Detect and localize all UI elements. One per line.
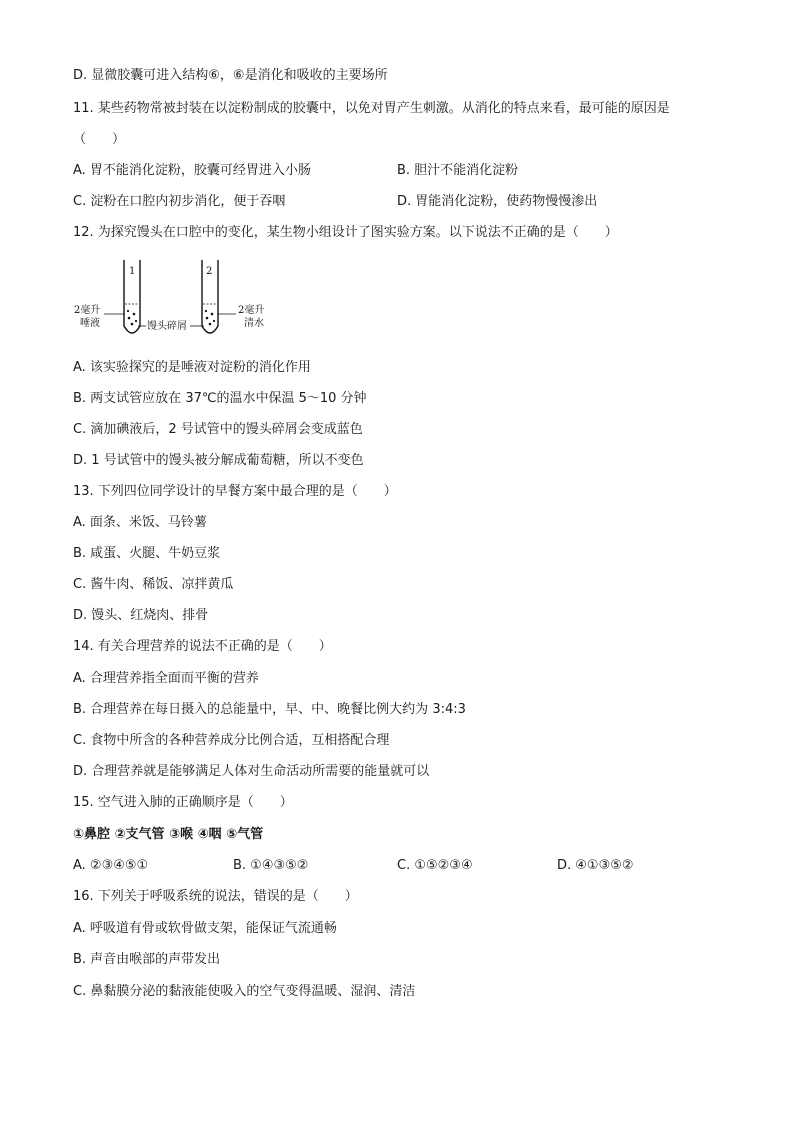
q15-stem: 15. 空气进入肺的正确顺序是（ ） — [73, 795, 293, 810]
q14-stem: 14. 有关合理营养的说法不正确的是（ ） — [73, 639, 332, 654]
q15-items: ①鼻腔 ②支气管 ③喉 ④咽 ⑤气管 — [73, 827, 264, 842]
right-label-line2: 清水 — [244, 318, 264, 329]
q14-option-d: D. 合理营养就是能够满足人体对生命活动所需要的能量就可以 — [73, 764, 430, 779]
q16-option-a: A. 呼吸道有骨或软骨做支架，能保证气流通畅 — [73, 921, 337, 936]
q16-stem: 16. 下列关于呼吸系统的说法，错误的是（ ） — [73, 889, 358, 904]
q12-option-a: A. 该实验探究的是唾液对淀粉的消化作用 — [73, 360, 311, 375]
q12-option-b: B. 两支试管应放在 37℃的温水中保温 5～10 分钟 — [73, 391, 367, 406]
q13-option-d: D. 馒头、红烧肉、排骨 — [73, 608, 209, 623]
q11-stem: 11. 某些药物常被封装在以淀粉制成的胶囊中，以免对胃产生刺激。从消化的特点来看，最可能的原因是 — [73, 101, 670, 116]
q15-option-c: C. ①⑤②③④ — [397, 858, 473, 873]
q13-option-a: A. 面条、米饭、马铃薯 — [73, 515, 207, 530]
right-label-line1: 2毫升 — [238, 305, 265, 316]
q15-option-d: D. ④①③⑤② — [557, 858, 634, 873]
tube-2-number: 2 — [206, 266, 213, 277]
q14-option-a: A. 合理营养指全面而平衡的营养 — [73, 671, 259, 686]
q11-blank: （ ） — [73, 132, 126, 147]
middle-label: 馒头碎屑 — [147, 321, 187, 332]
q13-option-b: B. 咸蛋、火腿、牛奶豆浆 — [73, 546, 221, 561]
q16-option-c: C. 鼻黏膜分泌的黏液能使吸入的空气变得温暖、湿润、清洁 — [73, 984, 416, 999]
q12-option-c: C. 滴加碘液后，2 号试管中的馒头碎屑会变成蓝色 — [73, 422, 363, 437]
q13-stem: 13. 下列四位同学设计的早餐方案中最合理的是（ ） — [73, 484, 397, 499]
q16-option-b: B. 声音由喉部的声带发出 — [73, 952, 221, 967]
left-label-line2: 唾液 — [80, 318, 100, 329]
q14-option-c: C. 食物中所含的各种营养成分比例合适，互相搭配合理 — [73, 733, 390, 748]
q11-option-c: C. 淀粉在口腔内初步消化，便于吞咽 — [73, 194, 286, 209]
q14-option-b: B. 合理营养在每日摄入的总能量中，早、中、晚餐比例大约为 3:4:3 — [73, 702, 466, 717]
q12-option-d: D. 1 号试管中的馒头被分解成葡萄糖，所以不变色 — [73, 453, 364, 468]
q15-option-b: B. ①④③⑤② — [233, 858, 309, 873]
experiment-figure — [74, 256, 274, 346]
q11-option-d: D. 胃能消化淀粉，使药物慢慢渗出 — [397, 194, 598, 209]
q10-option-d: D. 显微胶囊可进入结构⑥，⑥是消化和吸收的主要场所 — [73, 68, 388, 83]
q11-option-a: A. 胃不能消化淀粉，胶囊可经胃进入小肠 — [73, 163, 311, 178]
q15-option-a: A. ②③④⑤① — [73, 858, 149, 873]
q13-option-c: C. 酱牛肉、稀饭、凉拌黄瓜 — [73, 577, 234, 592]
left-label-line1: 2毫升 — [74, 305, 101, 316]
q12-stem: 12. 为探究馒头在口腔中的变化，某生物小组设计了图实验方案。以下说法不正确的是（ ） — [73, 225, 618, 240]
q11-option-b: B. 胆汁不能消化淀粉 — [397, 163, 519, 178]
tube-1-number: 1 — [129, 266, 136, 277]
